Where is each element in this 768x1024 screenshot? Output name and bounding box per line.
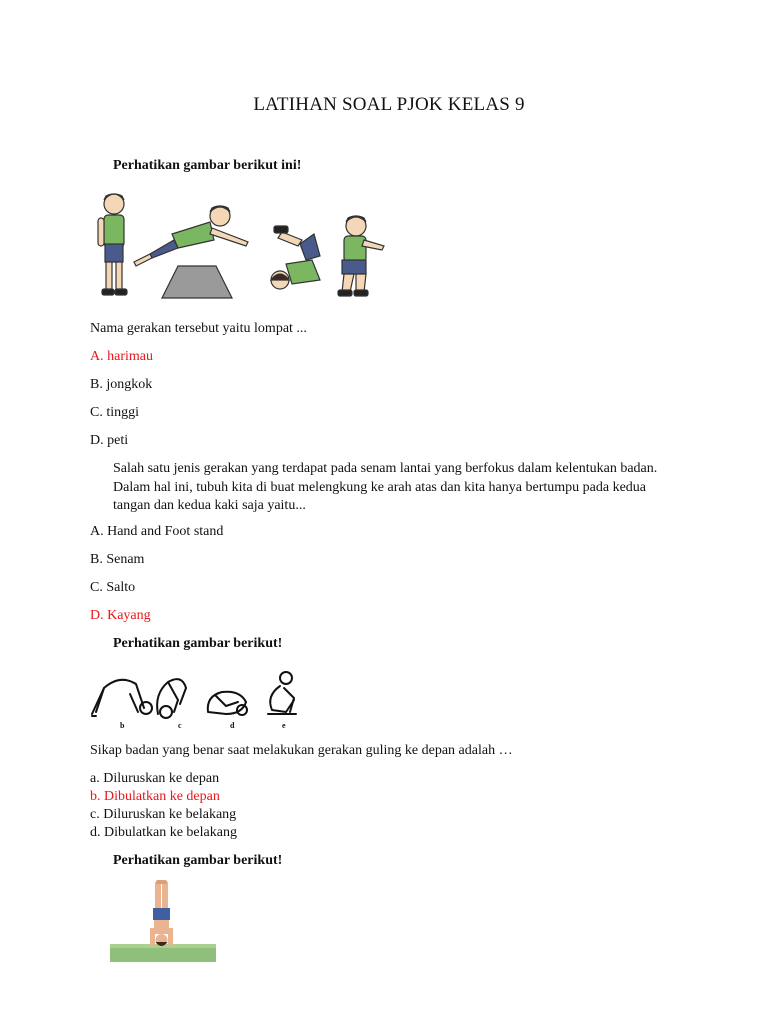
q2-option-a: A. Hand and Foot stand — [90, 524, 224, 539]
roll-stage-1-figure — [92, 680, 152, 716]
q3-option-b: b. Dibulatkan ke depan — [90, 789, 220, 804]
page-title: LATIHAN SOAL PJOK KELAS 9 — [253, 94, 525, 115]
q2-paragraph-line: Salah satu jenis gerakan yang terdapat pada senam lantai yang berfokus dalam kelentukan badan. — [113, 461, 658, 476]
q3-option-c: c. Diluruskan ke belakang — [90, 807, 237, 822]
figure-label-b: b — [120, 721, 125, 730]
q3-option-a: a. Diluruskan ke depan — [90, 771, 220, 786]
q2-paragraph-line: Dalam hal ini, tubuh kita di buat melengkung ke arah atas dan kita hanya bertumpu pada kedua — [113, 479, 646, 495]
q3-prompt: Perhatikan gambar berikut! — [113, 636, 283, 651]
crouching-child-figure — [338, 216, 384, 296]
q1-option-b: B. jongkok — [90, 377, 153, 392]
q4-prompt: Perhatikan gambar berikut! — [113, 853, 283, 868]
roll-stage-3-figure — [208, 692, 247, 715]
q1-question: Nama gerakan tersebut yaitu lompat ... — [90, 321, 307, 336]
forward-roll-figure — [90, 668, 306, 730]
q1-prompt: Perhatikan gambar berikut ini! — [113, 158, 302, 173]
figure-label-e: e — [282, 721, 286, 730]
figure-label-c: c — [178, 721, 182, 730]
q2-option-b: B. Senam — [90, 552, 145, 567]
tiger-jump-figure — [92, 184, 392, 306]
figure-label-d: d — [230, 721, 235, 730]
q3-option-d: d. Dibulatkan ke belakang — [90, 825, 237, 840]
q2-paragraph-line: tangan dan kedua kaki saja yaitu... — [113, 498, 306, 513]
diving-child-figure — [134, 206, 248, 298]
q3-question: Sikap badan yang benar saat melakukan gerakan guling ke depan adalah … — [90, 743, 513, 758]
standing-child-figure — [98, 194, 127, 295]
roll-stage-2-figure — [157, 679, 186, 718]
q2-option-c: C. Salto — [90, 580, 136, 595]
q2-paragraph — [113, 460, 673, 516]
q1-option-d: D. peti — [90, 433, 129, 448]
roll-stage-4-figure — [268, 672, 296, 714]
handstand-figure — [110, 880, 216, 962]
q1-option-c: C. tinggi — [90, 405, 140, 420]
q2-option-d: D. Kayang — [90, 608, 151, 623]
q1-option-a: A. harimau — [90, 349, 153, 364]
rolling-child-figure — [271, 226, 320, 289]
